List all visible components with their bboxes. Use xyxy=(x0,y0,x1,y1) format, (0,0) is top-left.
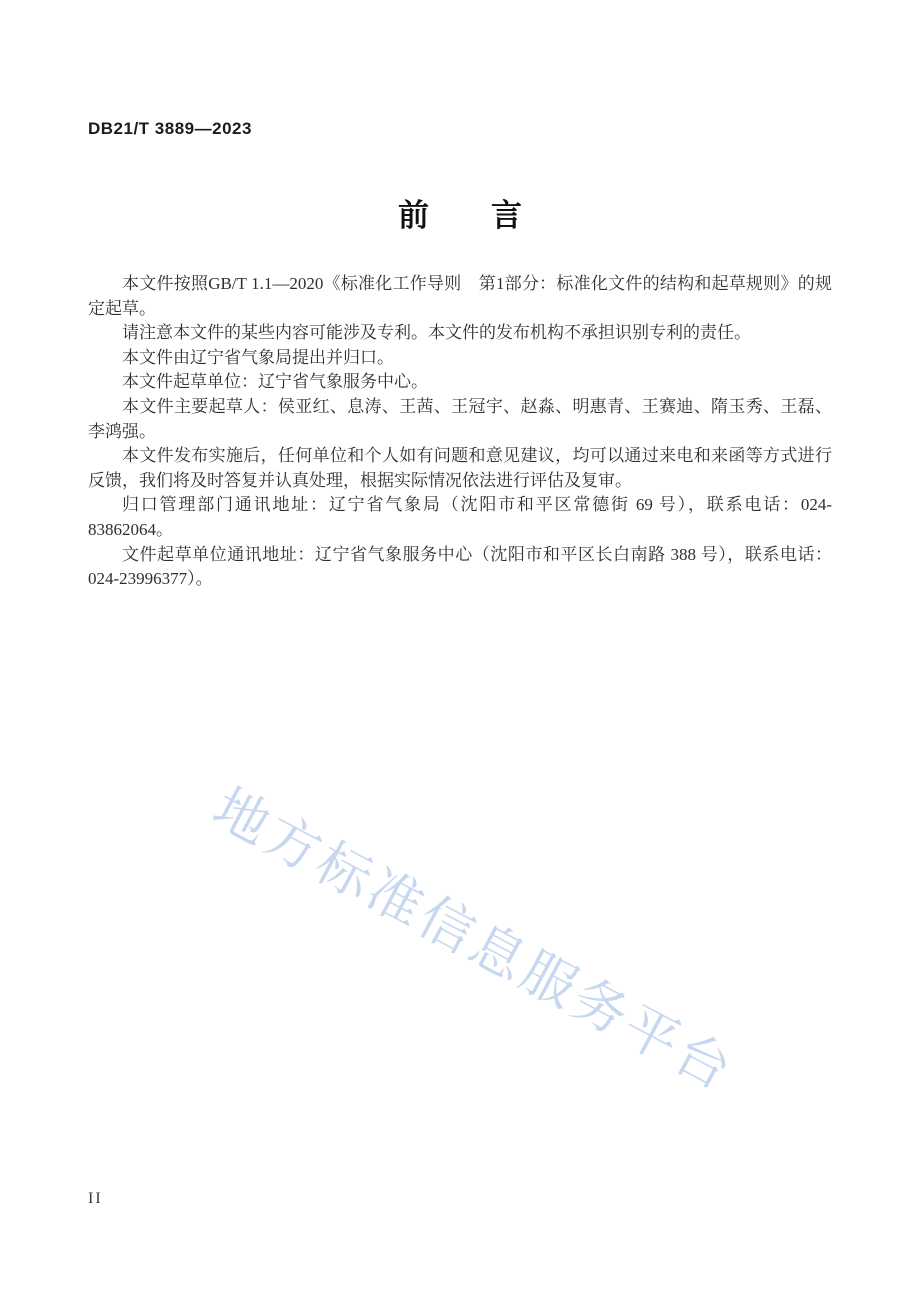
paragraph-unit-address: 文件起草单位通讯地址：辽宁省气象服务中心（沈阳市和平区长白南路 388 号），联系电话：024-23996377）。 xyxy=(88,544,832,589)
paragraph-drafting-unit: 本文件起草单位：辽宁省气象服务中心。 xyxy=(122,372,428,392)
paragraph-patent-notice: 请注意本文件的某些内容可能涉及专利。本文件的发布机构不承担识别专利的责任。 xyxy=(122,323,751,343)
paragraph-authority-address: 归口管理部门通讯地址：辽宁省气象局（沈阳市和平区常德街 69 号），联系电话：024-83862064。 xyxy=(88,495,832,539)
paragraph-drafters: 本文件主要起草人：侯亚红、息涛、王茜、王冠宇、赵淼、明惠青、王赛迪、隋玉秀、王磊、李鸿强。 xyxy=(88,396,832,441)
page-number: II xyxy=(88,1190,103,1207)
paragraph-scope: 本文件按照GB/T 1.1—2020《标准化工作导则 第1部分：标准化文件的结构和起草规则》的规定起草。 xyxy=(88,274,832,318)
foreword-body xyxy=(88,272,832,592)
document-number: DB21/T 3889—2023 xyxy=(88,119,252,138)
paragraph-proposer: 本文件由辽宁省气象局提出并归口。 xyxy=(122,347,394,367)
paragraph-feedback: 本文件发布实施后，任何单位和个人如有问题和意见建议，均可以通过来电和来函等方式进行反馈，我们将及时答复并认真处理，根据实际情况依法进行评估及复审。 xyxy=(88,446,832,490)
page-title: 前 言 xyxy=(398,198,522,233)
watermark-text: 地方标准信息服务平台 xyxy=(203,777,745,1103)
